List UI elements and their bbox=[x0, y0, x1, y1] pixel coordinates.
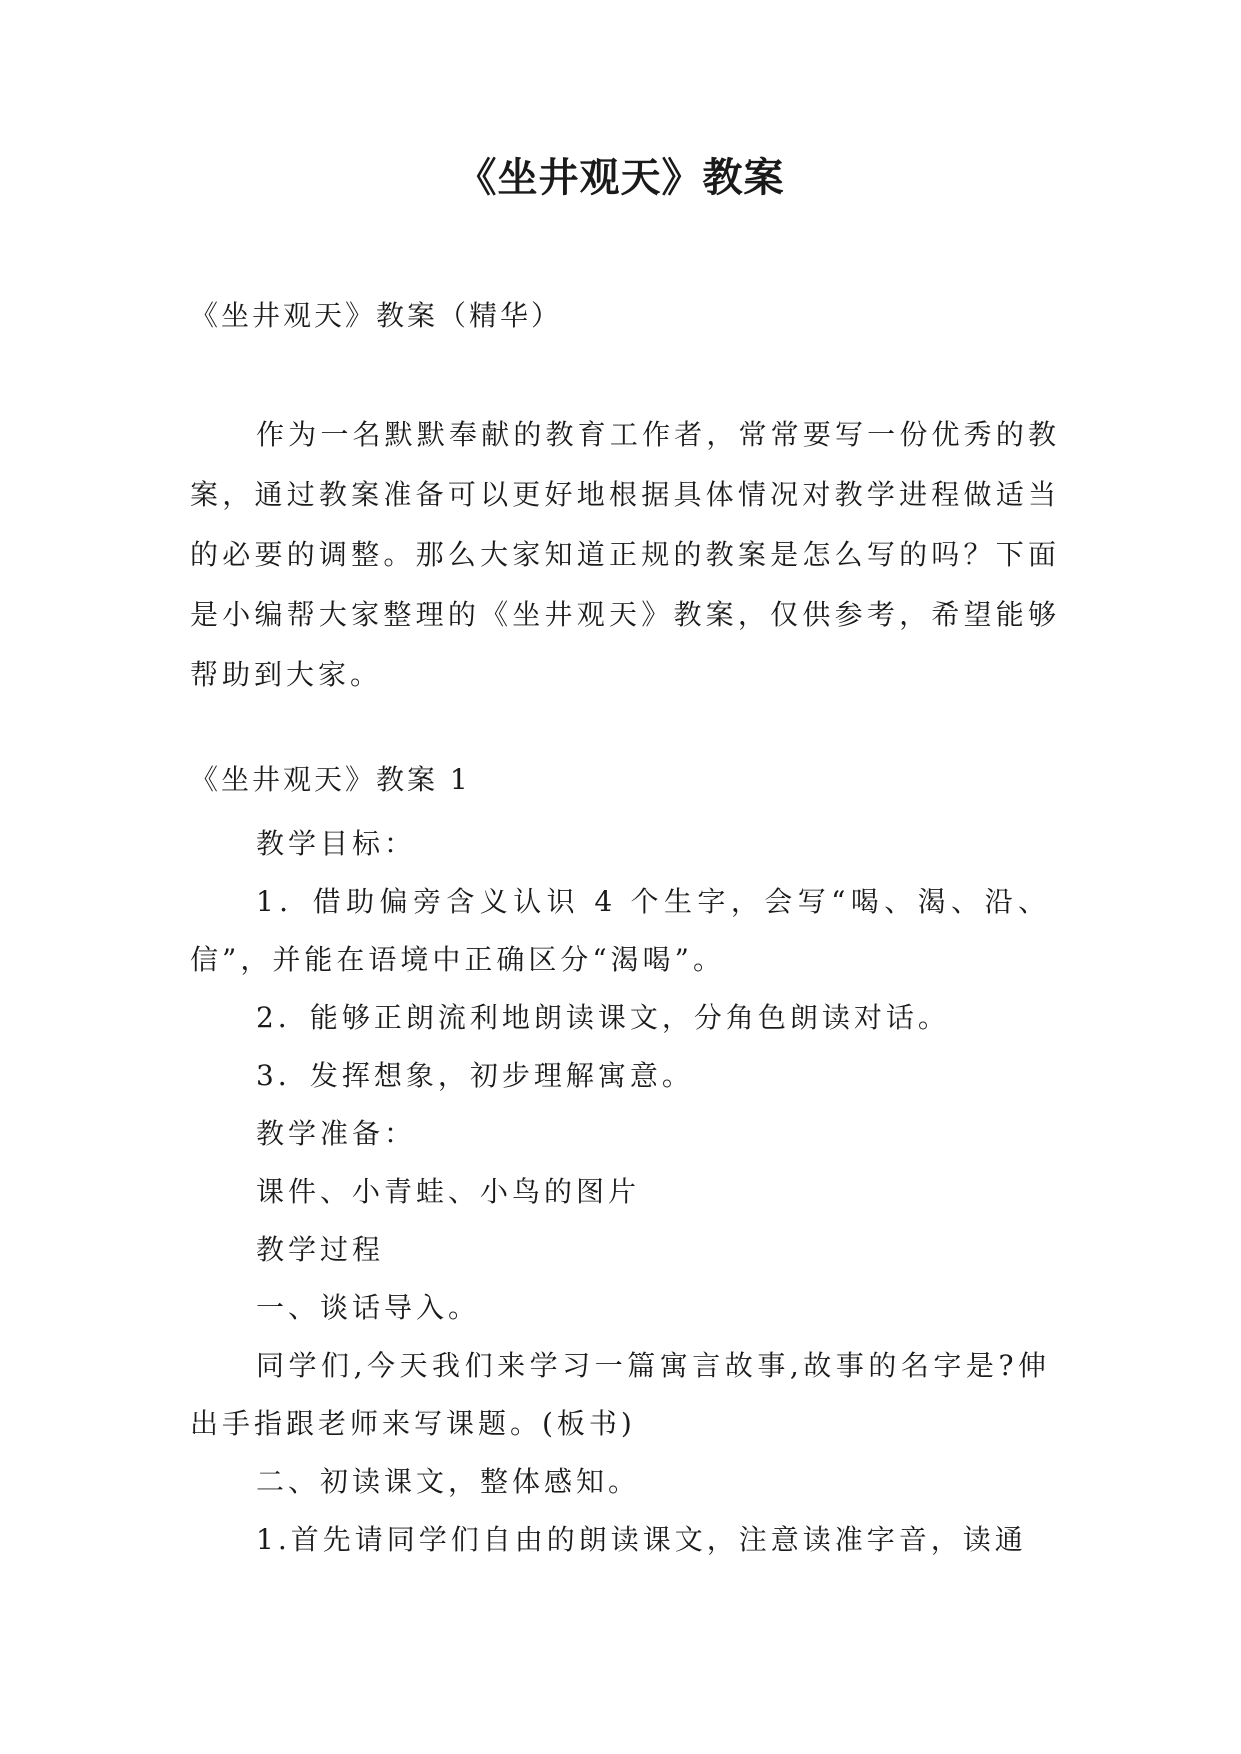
paragraph-step-2-item-1: 1.首先请同学们自由的朗读课文，注意读准字音，读通 bbox=[256, 1523, 1027, 1556]
section-heading: 《坐井观天》教案 1 bbox=[190, 763, 471, 796]
paragraph-step-2-heading: 二、初读课文，整体感知。 bbox=[256, 1465, 641, 1498]
document-title: 《坐井观天》教案 bbox=[456, 155, 785, 201]
intro-paragraph: 作为一名默默奉献的教育工作者，常常要写一份优秀的教案，通过教案准备可以更好地根据具体情况对教学进程做适当的必要的调整。那么大家知道正规的教案是怎么写的吗？下面是小编帮大家整理的《坐井观天》教案，仅供参考，希望能够帮助到大家。 bbox=[190, 418, 1060, 691]
document-subtitle: 《坐井观天》教案（精华） bbox=[190, 299, 563, 332]
paragraph-process-label: 教学过程 bbox=[256, 1233, 385, 1266]
lesson-plan-body bbox=[190, 815, 1050, 1569]
paragraph-step-1-text: 同学们,今天我们来学习一篇寓言故事,故事的名字是?伸出手指跟老师来写课题。(板书) bbox=[190, 1349, 1050, 1440]
paragraph-goal-3: 3．发挥想象，初步理解寓意。 bbox=[256, 1059, 694, 1092]
paragraph-preparation-items: 课件、小青蛙、小鸟的图片 bbox=[256, 1175, 641, 1208]
paragraph-goal-2: 2．能够正朗流利地朗读课文，分角色朗读对话。 bbox=[256, 1001, 950, 1034]
paragraph-goal-1: 1．借助偏旁含义认识 4 个生字，会写“喝、渴、沿、信”，并能在语境中正确区分“渴喝”。 bbox=[190, 885, 1050, 976]
paragraph-preparation-label: 教学准备： bbox=[256, 1117, 417, 1150]
paragraph-teaching-goals-label: 教学目标： bbox=[256, 827, 417, 860]
paragraph-step-1-heading: 一、谈话导入。 bbox=[256, 1291, 481, 1324]
